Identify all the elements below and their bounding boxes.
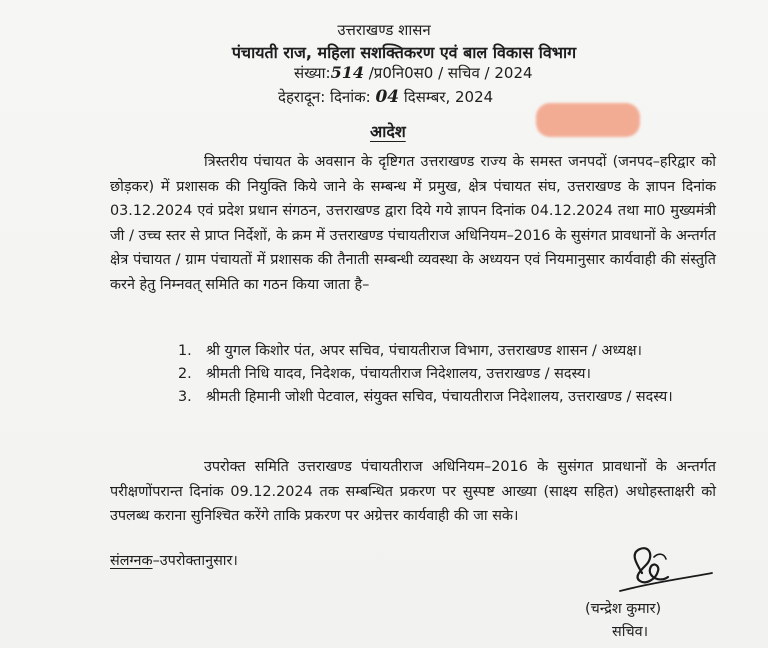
- committee-list: [178, 340, 718, 409]
- list-number: 1.: [178, 343, 192, 359]
- member-text: श्रीमती हिमानी जोशी पेटवाल, संयुक्त सचिव, पंचायतीराज निदेशालय, उत्तराखण्ड / सदस्य।: [206, 389, 673, 405]
- enclosure-label: संलग्नक: [110, 553, 153, 569]
- redaction-mark: [536, 103, 640, 137]
- order-paragraph-1: त्रिस्तरीय पंचायत के अवसान के दृष्टिगत उत्तराखण्ड राज्य के समस्त जनपदों (जनपद–हरिद्वार को छोड़कर) में प्रशासक की नियुक्ति किये जाने के सम्बन्ध में प्रमुख, क्षेत्र पंचायत संघ, उत्तराखण्ड के ज्ञापन दिनांक 03.12.2024 एवं प्रदेश प्रधान संगठन, उत्तराखण्ड द्वारा दिये गये ज्ञापन दिनांक 04.12.2024 तथा मा0 मुख्यमंत्री जी / उच्च स्तर से प्राप्त निर्देशों, के क्रम में उत्तराखण्ड पंचायतीराज अधिनियम–2016 के सुसंगत प्रावधानों के अन्तर्गत क्षेत्र पंचायत / ग्राम पंचायतों में प्रशासक की तैनाती सम्बन्धी व्यवस्था के अध्ययन एवं नियमानुसार कार्यवाही की संस्तुति करने हेतु निम्नवत् समिति का गठन किया जाता है–: [110, 154, 716, 293]
- order-title: आदेश: [370, 122, 406, 141]
- reference-number: [294, 63, 533, 83]
- signatory-designation: सचिव।: [612, 624, 649, 640]
- signatory-name: (चन्द्रेश कुमार): [585, 601, 662, 617]
- list-number: 3.: [178, 389, 192, 405]
- member-text: श्रीमती निधि यादव, निदेशक, पंचायतीराज निदेशालय, उत्तराखण्ड / सदस्य।: [206, 366, 591, 382]
- committee-member-1: [178, 340, 718, 362]
- date-handwritten-day: 04: [375, 87, 400, 107]
- committee-member-3: [178, 386, 718, 408]
- reference-label: संख्या:: [294, 64, 331, 82]
- department-heading: पंचायती राज, महिला सशक्तिकरण एवं बाल विकास विभाग: [231, 43, 577, 62]
- list-number: 2.: [178, 366, 192, 382]
- reference-handwritten-number: 514: [330, 63, 364, 82]
- government-heading: उत्तराखण्ड शासन: [337, 21, 431, 39]
- committee-member-2: [178, 363, 718, 385]
- enclosure-text: –उपरोक्तानुसार।: [152, 553, 238, 569]
- enclosure-line: [110, 551, 238, 570]
- date-label: देहरादून: दिनांक:: [278, 88, 376, 106]
- issue-date: [278, 87, 493, 107]
- reference-suffix: /प्र0नि0स0 / सचिव / 2024: [363, 64, 533, 82]
- date-suffix: दिसम्बर, 2024: [399, 88, 494, 106]
- order-paragraph-2: उपरोक्त समिति उत्तराखण्ड पंचायतीराज अधिनियम–2016 के सुसंगत प्रावधानों के अन्तर्गत परीक्षणोंपरान्त दिनांक 09.12.2024 तक सम्बन्धित प्रकरण पर सुस्पष्ट आख्या (साक्ष्य सहित) अधोहस्ताक्षरी को उपलब्ध कराना सुनिश्चित करेंगे ताकि प्रकरण पर अग्रेत्तर कार्यवाही की जा सके।: [110, 459, 716, 524]
- member-text: श्री युगल किशोर पंत, अपर सचिव, पंचायतीराज विभाग, उत्तराखण्ड शासन / अध्यक्ष।: [206, 343, 642, 359]
